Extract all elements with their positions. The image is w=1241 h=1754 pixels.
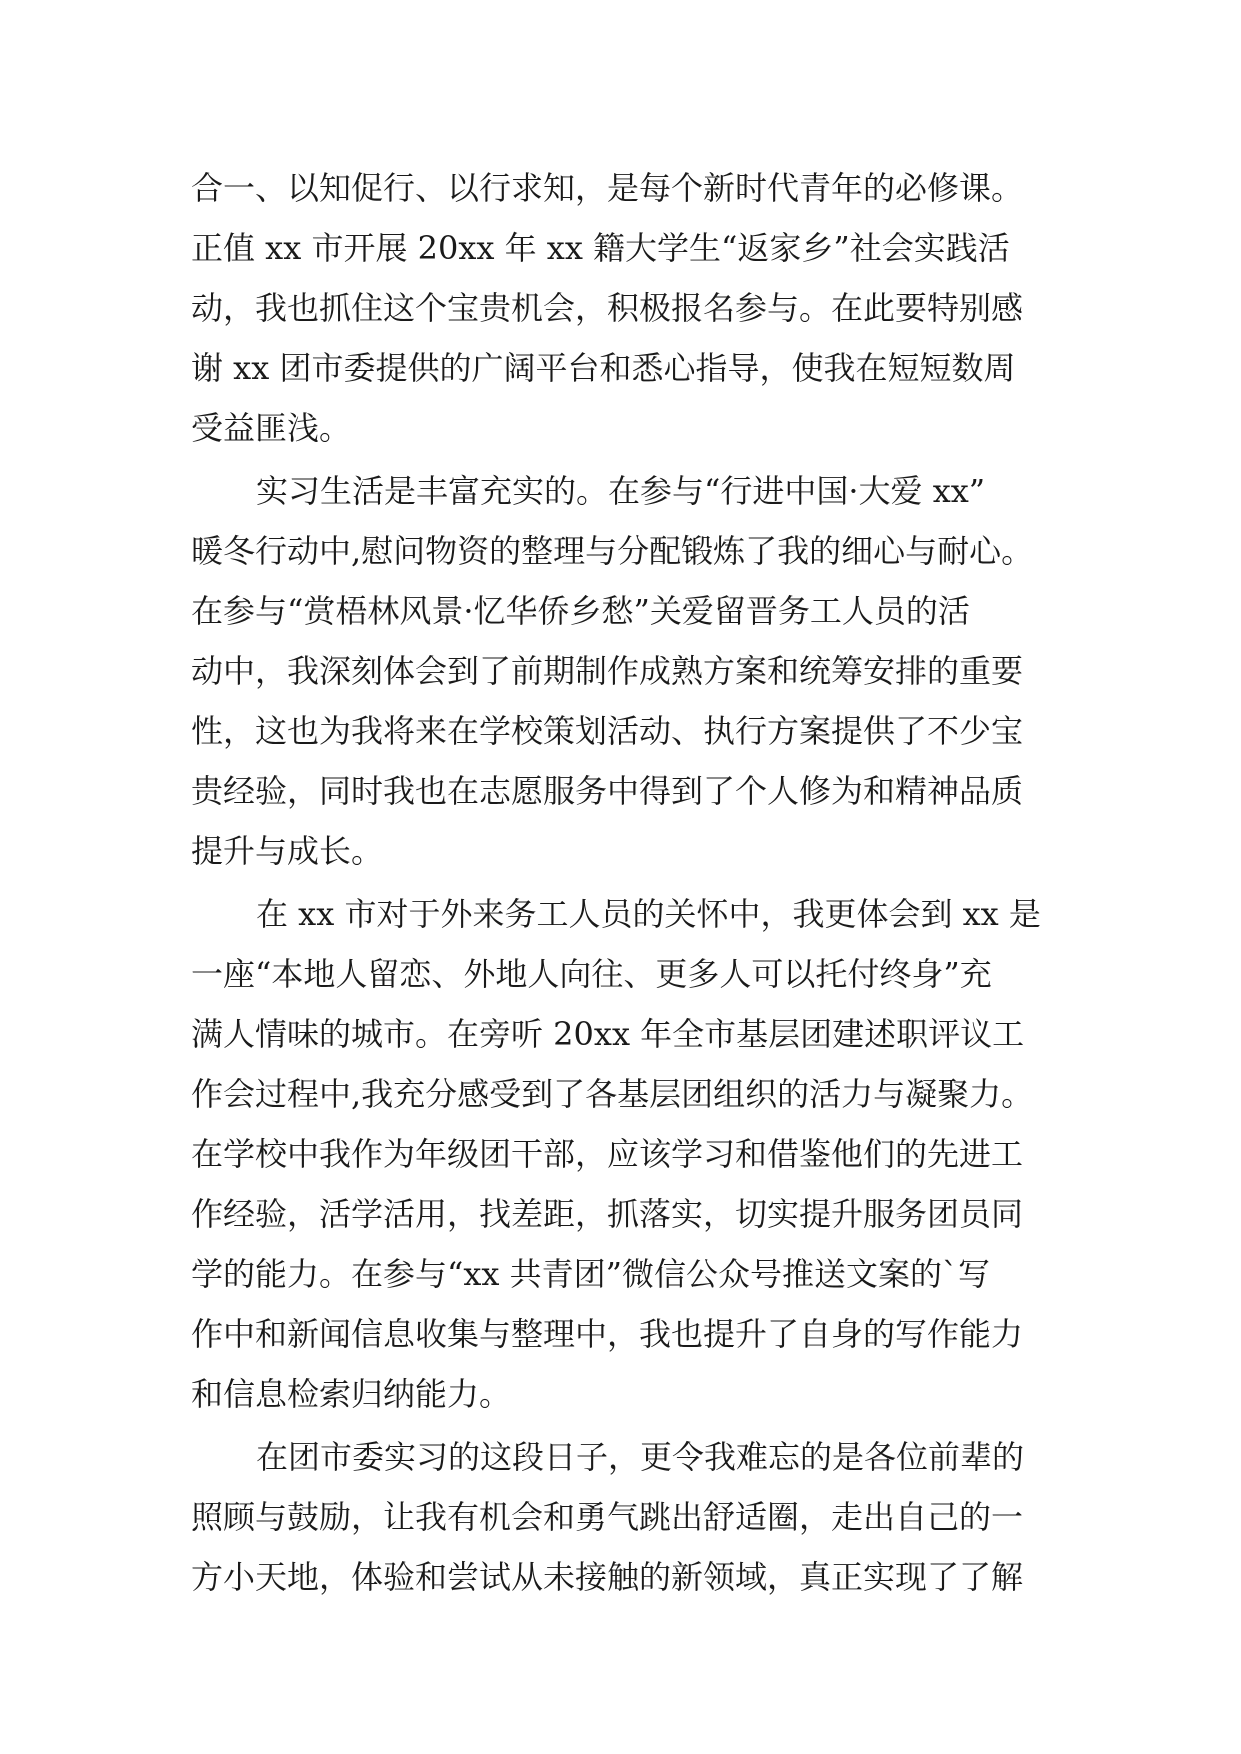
paragraph-2: [191, 461, 1056, 881]
document-body: [191, 158, 1056, 1607]
paragraph-line: 贵经验，同时我也在志愿服务中得到了个人修为和精神品质: [191, 772, 1024, 810]
paragraph-line: 合一、以知促行、以行求知，是每个新时代青年的必修课。: [191, 169, 1024, 207]
paragraph-line: 在 xx 市对于外来务工人员的关怀中，我更体会到 xx 是: [256, 895, 1041, 933]
paragraph-line: 暖冬行动中,慰问物资的整理与分配锻炼了我的细心与耐心。: [191, 532, 1034, 570]
paragraph-line: 动中，我深刻体会到了前期制作成熟方案和统筹安排的重要: [191, 652, 1024, 690]
paragraph-line: 动，我也抓住这个宝贵机会，积极报名参与。在此要特别感: [191, 289, 1024, 327]
paragraph-line: 性，这也为我将来在学校策划活动、执行方案提供了不少宝: [191, 712, 1024, 750]
paragraph-line: 作中和新闻信息收集与整理中，我也提升了自身的写作能力: [191, 1315, 1024, 1353]
paragraph-3: [191, 884, 1056, 1424]
paragraph-line: 和信息检索归纳能力。: [191, 1375, 512, 1413]
paragraph-line: 谢 xx 团市委提供的广阔平台和悉心指导，使我在短短数周: [191, 349, 1016, 387]
paragraph-line: 满人情味的城市。在旁听 20xx 年全市基层团建述职评议工: [191, 1015, 1025, 1053]
paragraph-line: 在参与“赏梧林风景·忆华侨乡愁”关爱留晋务工人员的活: [191, 592, 970, 630]
paragraph-line: 提升与成长。: [191, 832, 384, 870]
paragraph-line: 照顾与鼓励，让我有机会和勇气跳出舒适圈，走出自己的一: [191, 1498, 1024, 1536]
paragraph-line: 正值 xx 市开展 20xx 年 xx 籍大学生“返家乡”社会实践活: [191, 229, 1010, 267]
paragraph-line: 在团市委实习的这段日子，更令我难忘的是各位前辈的: [256, 1438, 1025, 1476]
paragraph-line: 受益匪浅。: [191, 409, 352, 447]
paragraph-line: 一座“本地人留恋、外地人向往、更多人可以托付终身”充: [191, 955, 992, 993]
paragraph-line: 作经验，活学活用，找差距，抓落实，切实提升服务团员同: [191, 1195, 1024, 1233]
paragraph-line: 作会过程中,我充分感受到了各基层团组织的活力与凝聚力。: [191, 1075, 1034, 1113]
paragraph-line: 方小天地，体验和尝试从未接触的新领域，真正实现了了解: [191, 1558, 1024, 1596]
paragraph-4: [191, 1427, 1056, 1607]
paragraph-line: 在学校中我作为年级团干部，应该学习和借鉴他们的先进工: [191, 1135, 1024, 1173]
paragraph-line: 实习生活是丰富充实的。在参与“行进中国·大爱 xx”: [256, 472, 986, 510]
paragraph-line: 学的能力。在参与“xx 共青团”微信公众号推送文案的`写: [191, 1255, 990, 1293]
paragraph-1: [191, 158, 1056, 458]
